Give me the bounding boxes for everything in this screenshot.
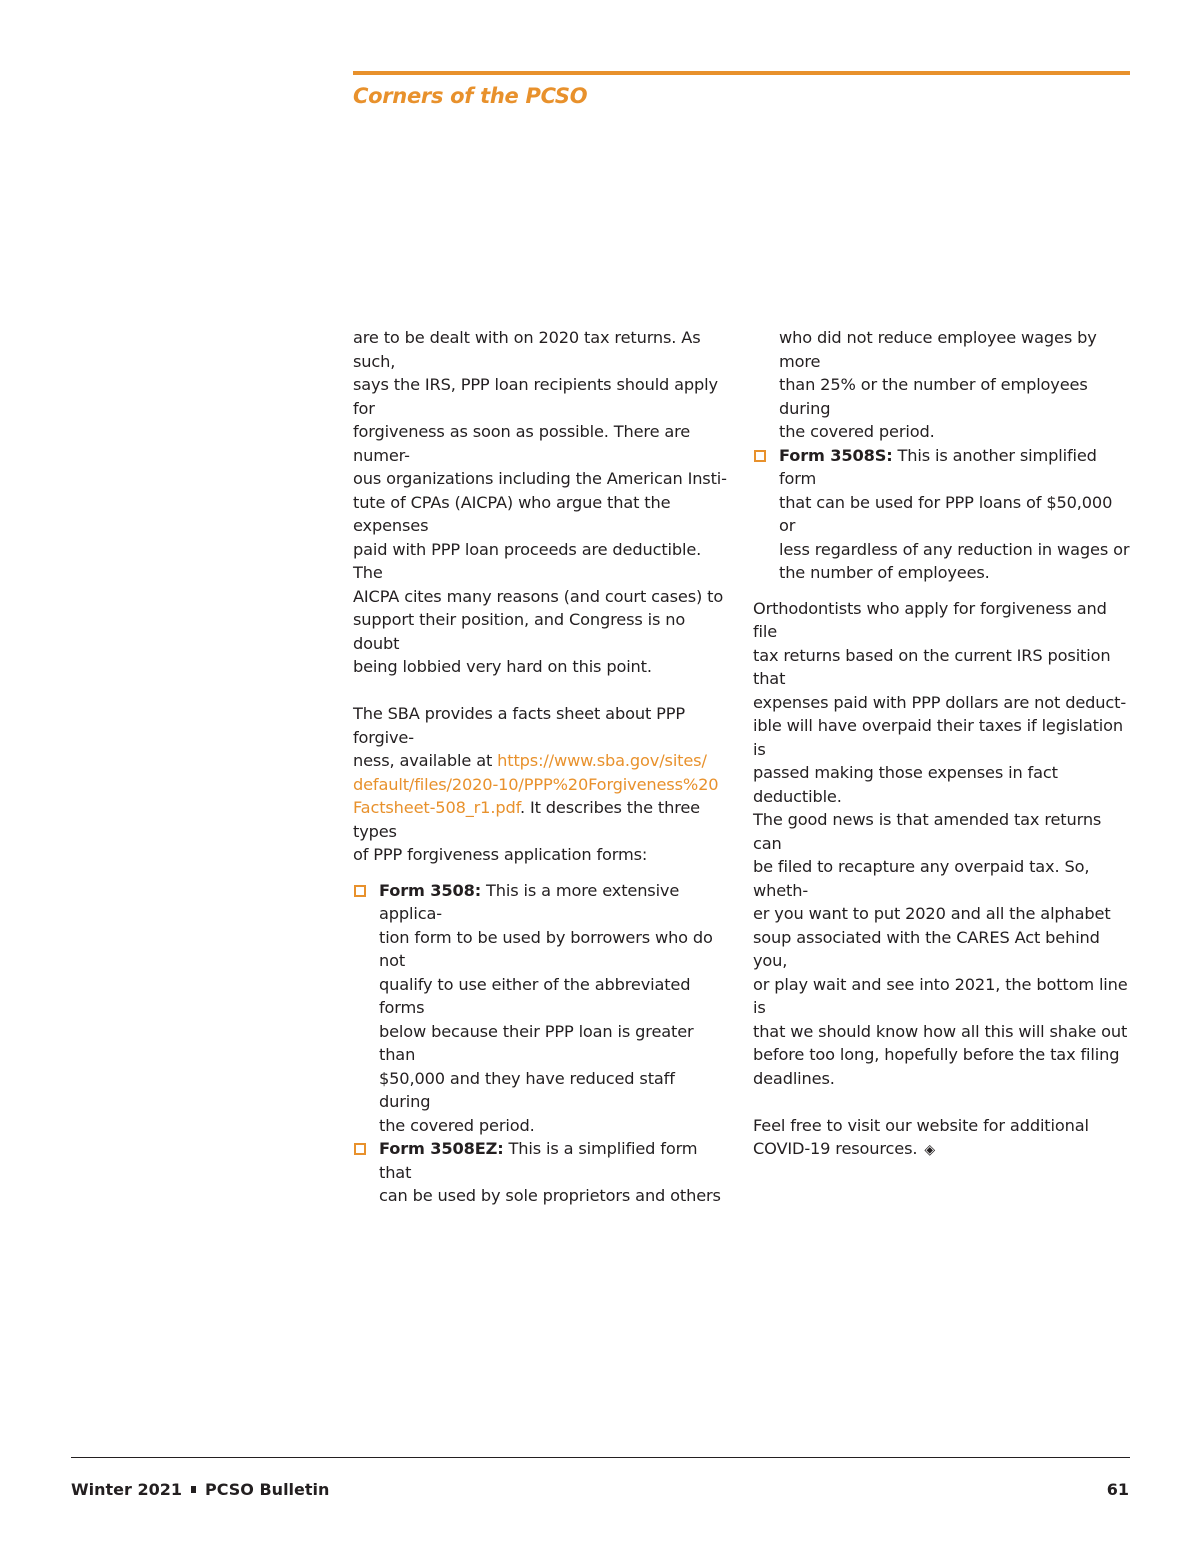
left-column	[353, 326, 731, 1208]
diamond-end-icon: ◈	[924, 1142, 936, 1158]
bullet-label: Form 3508:	[379, 880, 482, 900]
header-rule	[353, 71, 1130, 75]
bullet-list	[353, 879, 731, 1208]
paragraph-text: The SBA provides a facts sheet about PPP forgive- ness, available at	[353, 704, 685, 770]
hollow-square-icon	[754, 450, 766, 462]
bullet-text: This is a more extensive applica- tion form to be used by borrowers who do not qualify to use either of the abbreviated forms below because their PPP loan is greater than $50,000 and they have reduced staff during the covered period.	[379, 880, 713, 1135]
body-paragraph-sba	[353, 702, 731, 867]
body-paragraph: are to be dealt with on 2020 tax returns. As such, says the IRS, PPP loan recipients should apply for forgiveness as soon as possible. There are numer- ous organizations including the American Insti- tute of CPAs (AICPA) who argue that the expenses paid with PPP loan proceeds are deductible. The AICPA cites many reasons (and court cases) to support their position, and Congress is no doubt being lobbied very hard on this point.	[353, 328, 727, 676]
square-separator-icon	[191, 1486, 196, 1493]
section-title: Corners of the PCSO	[353, 84, 588, 108]
list-item-form-3508	[353, 879, 731, 1138]
page-number: 61	[1106, 1480, 1129, 1499]
hollow-square-icon	[354, 1143, 366, 1155]
list-item-form-3508s	[753, 444, 1131, 585]
paragraph-text: Feel free to visit our website for additional COVID-19 resources.	[753, 1115, 1089, 1158]
bullet-text: This is another simplified form that can be used for PPP loans of $50,000 or less regardless of any reduction in wages or the number of employees.	[779, 445, 1130, 582]
bullet-label: Form 3508S:	[779, 445, 893, 465]
sba-factsheet-link[interactable]: https://www.sba.gov/sites/ default/files/2020-10/PPP%20Forgiveness%20 Factsheet-508_r1.pdf	[353, 751, 719, 817]
list-item-form-3508ez	[353, 1137, 731, 1208]
right-column	[753, 326, 1131, 1161]
footer-issue: Winter 2021	[71, 1480, 183, 1499]
paragraph-text: . It describes the three types of PPP forgiveness application forms:	[353, 798, 700, 864]
body-paragraph-closing	[753, 1114, 1131, 1161]
footer-rule	[71, 1457, 1130, 1458]
bullet-text: This is a simplified form that can be used by sole proprietors and others	[379, 1139, 721, 1205]
footer-publication: PCSO Bulletin	[205, 1480, 330, 1499]
body-paragraph-orthodontists: Orthodontists who apply for forgiveness and file tax returns based on the current IRS position that expenses paid with PPP dollars are not deduct- ible will have overpaid their taxes if legislation is passed making those expenses in fact deductible. The good news is that amended tax returns can be filed to recapture any overpaid tax. So, wheth- er you want to put 2020 and all the alphabet soup associated with the CARES Act behind you, or play wait and see into 2021, the bottom line is that we should know how all this will shake out before too long, hopefully before the tax filing deadlines.	[753, 598, 1128, 1088]
hollow-square-icon	[354, 885, 366, 897]
footer-issue-line	[71, 1480, 329, 1499]
bullet-label: Form 3508EZ:	[379, 1139, 504, 1158]
bullet-continuation: who did not reduce employee wages by more than 25% or the number of employees during the covered period.	[779, 328, 1097, 441]
